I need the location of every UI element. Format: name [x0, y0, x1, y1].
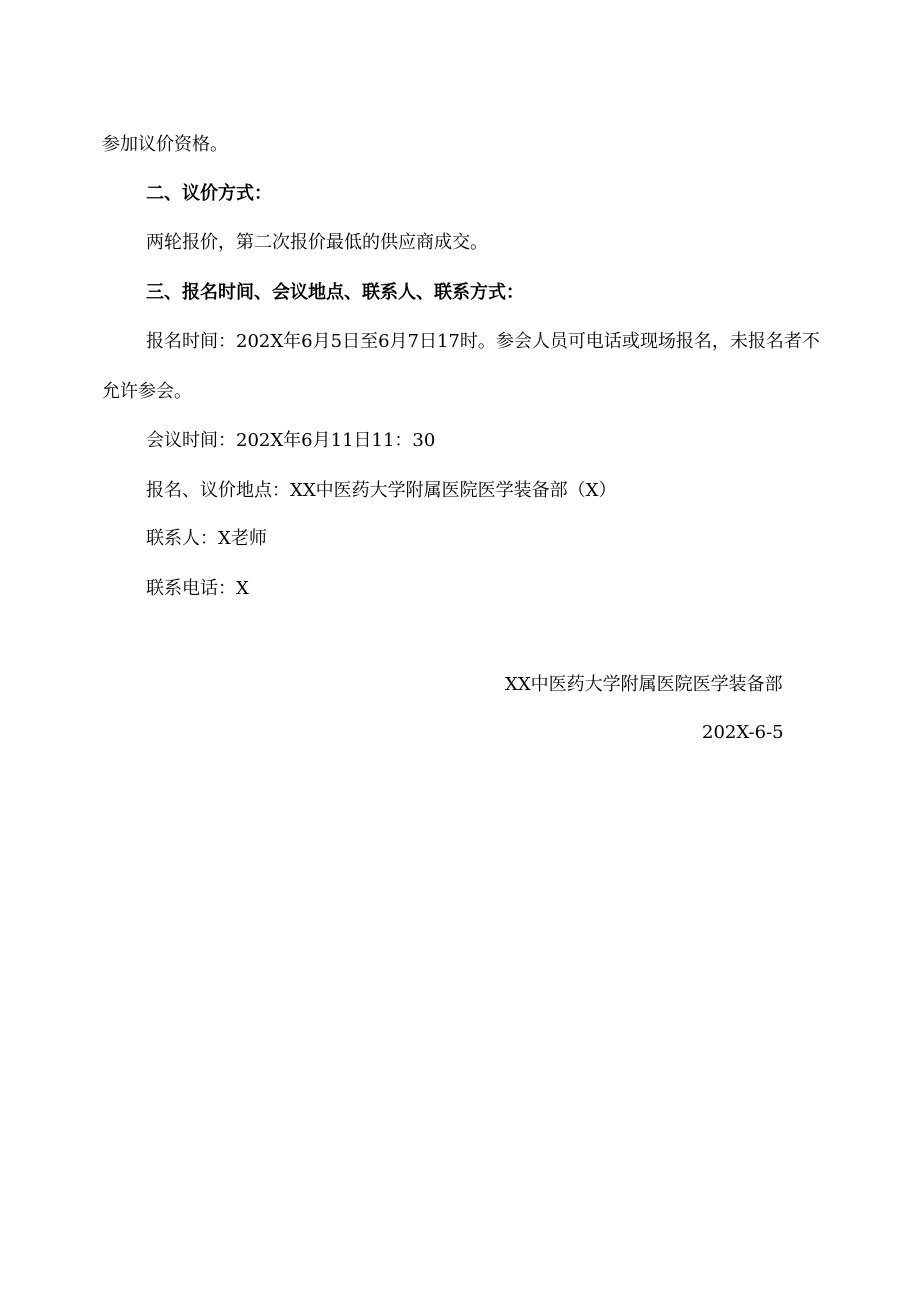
signature-date: 202X-6-5 — [702, 722, 784, 743]
registration-time-line2: 允许参会。 — [102, 381, 192, 402]
contact-phone: 联系电话：X — [146, 578, 249, 599]
section-2-heading: 二、议价方式： — [146, 183, 272, 204]
section-3-heading: 三、报名时间、会议地点、联系人、联系方式： — [146, 282, 524, 303]
section-2-text: 两轮报价，第二次报价最低的供应商成交。 — [146, 232, 488, 253]
continuation-text: 参加议价资格。 — [102, 134, 228, 155]
contact-person: 联系人：X老师 — [146, 528, 267, 549]
signature-organization: XX中医药大学附属医院医学装备部 — [505, 674, 783, 695]
meeting-time: 会议时间：202X年6月11日11：30 — [146, 430, 436, 451]
registration-time-line1: 报名时间：202X年6月5日至6月7日17时。参会人员可电话或现场报名，未报名者不 — [146, 331, 820, 352]
venue: 报名、议价地点：XX中医药大学附属医院医学装备部（X） — [146, 480, 617, 501]
